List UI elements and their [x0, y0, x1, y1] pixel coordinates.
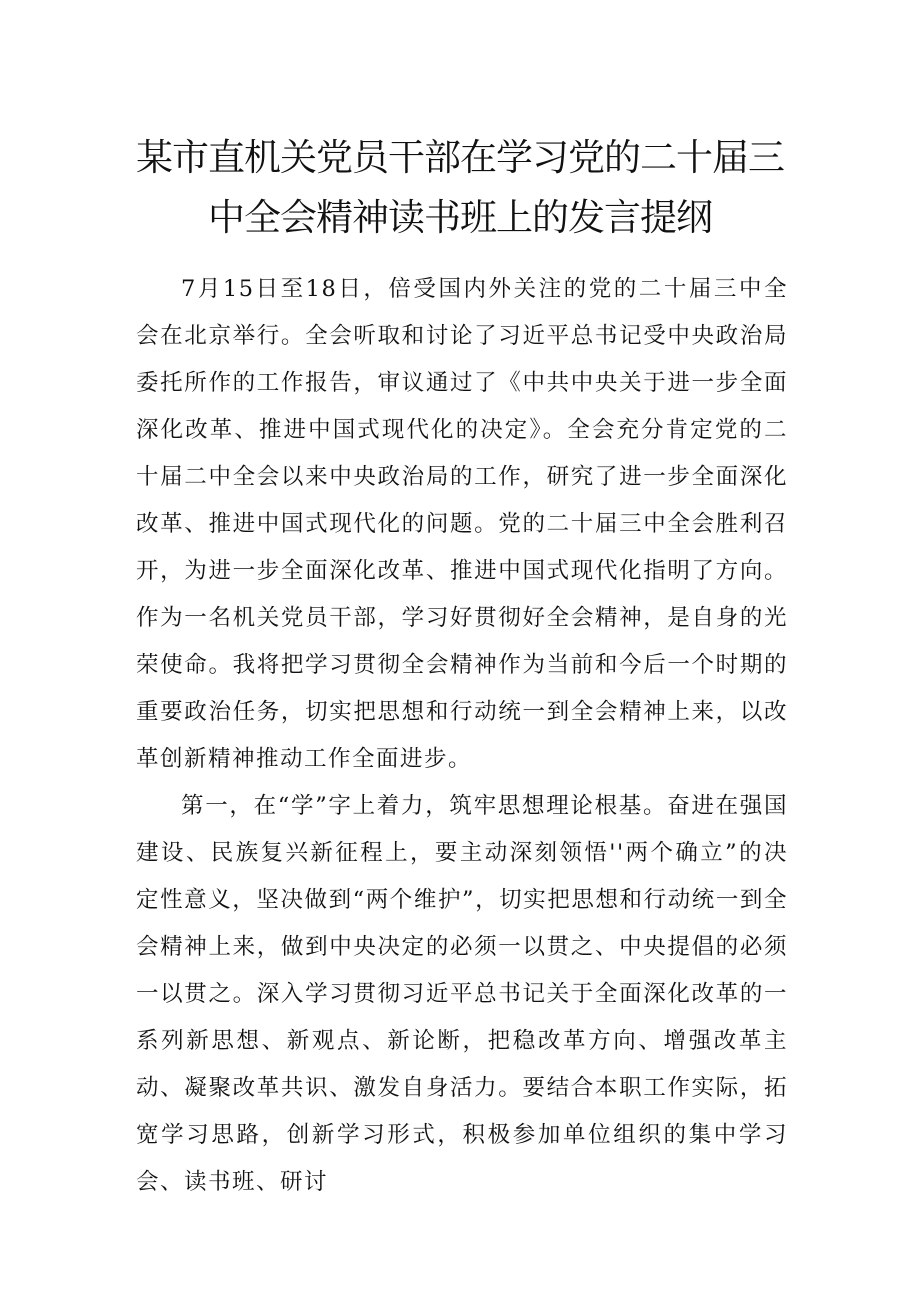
paragraph-first-point: 第一，在“学”字上着力，筑牢思想理论根基。奋进在强国建设、民族复兴新征程上，要主动深刻领悟''两个确立”的决定性意义，坚决做到“两个维护”，切实把思想和行动统一到全会精神上来，做到中央决定的必须一以贯之、中央提倡的必须一以贯之。深入学习贯彻习近平总书记关于全面深化改革的一系列新思想、新观点、新论断，把稳改革方向、增强改革主动、凝聚改革共识、激发自身活力。要结合本职工作实际，拓宽学习思路，创新学习形式，积极参加单位组织的集中学习会、读书班、研讨	[136, 793, 788, 1195]
paragraph-intro: 7月15日至18日，倍受国内外关注的党的二十届三中全会在北京举行。全会听取和讨论了习近平总书记受中央政治局委托所作的工作报告，审议通过了《中共中央关于进一步全面深化改革、推进中国式现代化的决定》。全会充分肯定党的二十届二中全会以来中央政治局的工作，研究了进一步全面深化改革、推进中国式现代化的问题。党的二十届三中全会胜利召开，为进一步全面深化改革、推进中国式现代化指明了方向。作为一名机关党员干部，学习好贯彻好全会精神，是自身的光荣使命。我将把学习贯彻全会精神作为当前和今后一个时期的重要政治任务，切实把思想和行动统一到全会精神上来，以改革创新精神推动工作全面进步。	[136, 276, 788, 772]
title-line-1: 某市直机关党员干部在学习党的二十届三	[136, 136, 784, 179]
document-body	[136, 266, 788, 1206]
document-title	[120, 128, 800, 248]
title-line-2: 中全会精神读书班上的发言提纲	[208, 196, 712, 239]
